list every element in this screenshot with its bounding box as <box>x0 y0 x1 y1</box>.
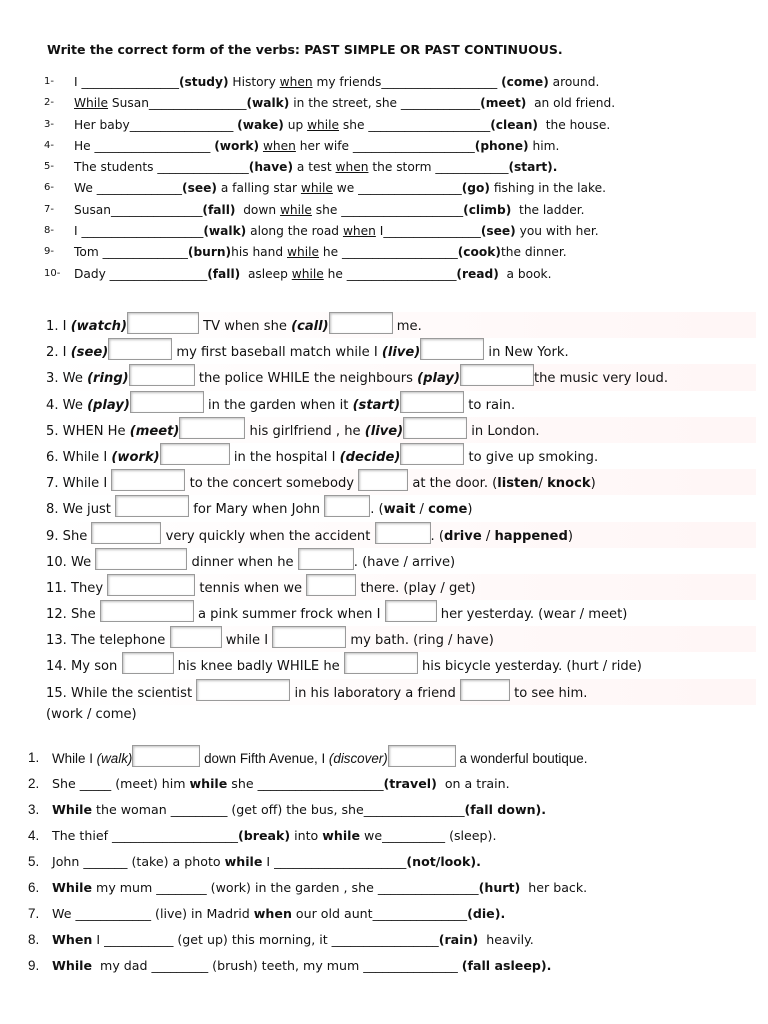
sentence-text: there. (play / get) <box>356 580 476 596</box>
item-text <box>74 200 585 221</box>
item-text <box>74 115 610 136</box>
item-number: 1- <box>44 76 54 87</box>
answer-box[interactable] <box>388 745 456 767</box>
verb-hint: (start) <box>352 397 401 413</box>
verb-hint: come <box>428 502 468 518</box>
item-number: 3- <box>44 118 54 130</box>
item-number: 2. <box>28 776 40 791</box>
sentence-text: While I <box>52 751 97 766</box>
verb-hint: (see) <box>70 345 109 361</box>
sentence-text: a book. <box>498 266 552 281</box>
exercise-3-item <box>28 901 758 927</box>
item-text <box>52 875 587 901</box>
sentence-text: on a train. <box>436 776 510 791</box>
answer-box[interactable] <box>324 495 370 517</box>
sentence-text: he ___________________ <box>318 245 458 260</box>
verb-hint: when <box>253 906 292 921</box>
answer-box[interactable] <box>420 338 484 360</box>
verb-hint: (read) <box>456 266 499 281</box>
answer-box[interactable] <box>400 391 464 413</box>
verb-hint: (fall down). <box>464 802 547 817</box>
item-text <box>52 849 481 875</box>
exercise-3-item <box>28 797 758 823</box>
exercise-3-item <box>28 771 758 797</box>
verb-hint: (decide) <box>339 449 401 465</box>
keyword: when <box>335 160 369 175</box>
verb-hint: (walk) <box>203 224 247 239</box>
sentence-text: a wonderful boutique. <box>455 751 588 766</box>
sentence-text: my friends___________________ <box>312 75 502 89</box>
item-number: 10- <box>44 267 61 279</box>
answer-box[interactable] <box>129 364 195 386</box>
sentence-text: in New York. <box>484 345 569 361</box>
verb-hint: knock <box>547 476 591 492</box>
sentence-text: to see him. <box>509 685 588 701</box>
sentence-text: Tom ______________ <box>74 245 188 260</box>
sentence-text: the house. <box>537 117 611 132</box>
sentence-text: TV when she <box>198 319 292 334</box>
sentence-text: 3. We <box>46 371 88 387</box>
exercise-2-item <box>46 548 756 574</box>
answer-box[interactable] <box>272 626 346 648</box>
verb-hint: while <box>322 828 361 843</box>
sentence-text: ) <box>567 528 573 544</box>
sentence-text: him. <box>528 138 560 153</box>
exercise-2-item <box>46 469 756 495</box>
verb-hint: (play) <box>87 397 130 413</box>
exercise-2-item <box>46 364 756 390</box>
sentence-text: John _______ (take) a photo <box>52 854 225 869</box>
item-text <box>52 797 546 823</box>
item-number: 4. <box>28 828 40 843</box>
verb-hint: (fall asleep). <box>461 958 552 973</box>
sentence-text: he __________________ <box>323 266 457 281</box>
sentence-text: . ( <box>430 528 444 544</box>
exercise-1-item <box>44 221 744 242</box>
sentence-text: at the door. ( <box>408 476 498 492</box>
sentence-text: the police WHILE the neighbours <box>194 371 418 387</box>
answer-box[interactable] <box>403 417 467 439</box>
sentence-text: my first baseball match while I <box>172 345 382 361</box>
answer-box[interactable] <box>179 417 245 439</box>
exercise-2-list <box>46 312 756 727</box>
item-text <box>52 745 587 771</box>
verb-hint: (fall) <box>202 202 236 217</box>
item-15-continuation: (work / come) <box>46 706 137 722</box>
sentence-text: I ___________ (get up) this morning, it _________________ <box>92 932 439 947</box>
answer-box[interactable] <box>196 679 290 701</box>
verb-hint: (rain) <box>438 932 479 947</box>
sentence-text: in the street, she _____________ <box>289 96 481 111</box>
sentence-text: his bicycle yesterday. (hurt / ride) <box>417 659 642 675</box>
exercise-1-item <box>44 115 744 136</box>
item-text <box>52 953 551 979</box>
sentence-text: for Mary when John <box>189 502 325 518</box>
verb-hint: (see) <box>182 181 217 196</box>
exercise-1-item <box>44 242 744 263</box>
keyword: while <box>291 266 324 281</box>
exercise-3-item <box>28 927 758 953</box>
sentence-text: in London. <box>467 423 540 439</box>
item-number: 9- <box>44 246 54 258</box>
exercise-1-item <box>44 200 744 221</box>
item-number: 9. <box>28 958 40 973</box>
sentence-text: into <box>290 828 323 843</box>
sentence-text: heavily. <box>478 932 534 947</box>
item-number: 8- <box>44 225 54 237</box>
exercise-3-item <box>28 823 758 849</box>
keyword: while <box>279 202 312 217</box>
sentence-text: 6. While I <box>46 449 112 465</box>
sentence-text: 15. While the scientist <box>46 685 197 701</box>
answer-box[interactable] <box>107 574 195 596</box>
exercise-3-list <box>28 745 758 979</box>
exercise-1-item <box>44 72 744 93</box>
verb-hint: while <box>224 854 263 869</box>
item-number: 6- <box>44 182 54 194</box>
sentence-text: a pink summer frock when I <box>193 607 385 623</box>
item-text <box>52 901 505 927</box>
exercise-1-item <box>44 157 744 178</box>
sentence-text: an old friend. <box>526 96 616 111</box>
sentence-text: we__________ (sleep). <box>360 828 497 843</box>
exercise-2-item <box>46 312 756 338</box>
sentence-text: while I <box>221 633 273 649</box>
verb-hint: (fall) <box>207 266 241 281</box>
sentence-text: 13. The telephone <box>46 633 170 649</box>
exercise-1-item <box>44 264 744 285</box>
verb-hint: (meet) <box>129 423 180 439</box>
item-number: 3. <box>28 802 40 817</box>
sentence-text: the dinner. <box>500 245 567 260</box>
verb-hint: drive <box>443 528 482 544</box>
item-number: 5- <box>44 161 54 173</box>
sentence-text: ) <box>590 476 596 492</box>
sentence-text: 7. While I <box>46 476 112 492</box>
sentence-text: We ______________ <box>74 181 183 196</box>
sentence-text: a test <box>293 160 336 175</box>
sentence-text: the storm ____________ <box>368 160 509 175</box>
verb-hint: (clean) <box>490 117 538 132</box>
item-text <box>52 771 510 797</box>
item-number: 6. <box>28 880 40 895</box>
sentence-text: my mum ________ (work) in the garden , she ________________ <box>92 880 479 895</box>
exercise-3-item <box>28 953 758 979</box>
sentence-text: / <box>538 476 548 492</box>
sentence-text: 5. WHEN He <box>46 423 130 439</box>
sentence-text: fishing in the lake. <box>489 181 607 196</box>
item-number: 1. <box>28 750 40 765</box>
sentence-text: 9. She <box>46 528 92 544</box>
answer-box[interactable] <box>108 338 172 360</box>
keyword: while <box>307 117 340 132</box>
exercise-2-item <box>46 338 756 364</box>
verb-hint: (break) <box>237 828 291 843</box>
sentence-text: 11. They <box>46 580 108 596</box>
exercise-3-item <box>28 875 758 901</box>
verb-hint: (meet) <box>480 96 527 111</box>
verb-hint: (hurt) <box>478 880 521 895</box>
verb-hint: (have) <box>248 160 294 175</box>
answer-box[interactable] <box>400 443 464 465</box>
item-number: 7. <box>28 906 40 921</box>
item-text <box>74 72 599 93</box>
item-text <box>74 157 557 178</box>
answer-box[interactable] <box>358 469 408 491</box>
verb-hint: While <box>52 880 93 895</box>
answer-box[interactable] <box>91 522 161 544</box>
sentence-text: up <box>283 117 308 132</box>
answer-box[interactable] <box>95 548 187 570</box>
sentence-text: the woman _________ (get off) the bus, she________________ <box>92 802 465 817</box>
verb-hint: (ring) <box>87 371 129 387</box>
sentence-text: She _____ (meet) him <box>52 776 190 791</box>
verb-hint: (live) <box>364 423 404 439</box>
exercise-3-item <box>28 849 758 875</box>
verb-hint: (play) <box>417 371 460 387</box>
keyword: when <box>342 224 376 239</box>
verb-hint: (walk) <box>246 96 290 111</box>
sentence-text: I ________________ <box>74 75 179 89</box>
sentence-text: a falling star <box>216 181 301 196</box>
verb-hint: (study) <box>178 75 229 89</box>
answer-box[interactable] <box>306 574 356 596</box>
sentence-text: she ____________________ <box>339 117 491 132</box>
sentence-text: The thief ____________________ <box>52 828 238 843</box>
verb-hint: (call) <box>291 319 329 334</box>
sentence-text: his hand <box>231 245 287 260</box>
sentence-text: in his laboratory a friend <box>290 685 460 701</box>
sentence-text: the ladder. <box>511 202 585 217</box>
sentence-text: The students _______________ <box>74 160 249 175</box>
answer-box[interactable] <box>344 652 418 674</box>
verb-hint: wait <box>383 502 416 518</box>
exercise-2-item <box>46 574 756 600</box>
item-number: 7- <box>44 203 54 215</box>
verb-hint: (work) <box>111 449 160 465</box>
verb-hint: (walk) <box>96 751 133 766</box>
answer-box[interactable] <box>460 364 534 386</box>
sentence-text: her back. <box>520 880 588 895</box>
verb-hint: (see) <box>480 224 516 239</box>
answer-box[interactable] <box>115 495 189 517</box>
verb-hint: happened <box>494 528 568 544</box>
verb-hint: (live) <box>381 345 421 361</box>
sentence-text: around. <box>548 75 600 89</box>
exercise-3-item <box>28 745 758 771</box>
exercise-2-item <box>46 600 756 626</box>
sentence-text: in the hospital I <box>229 449 340 465</box>
keyword: While <box>74 96 109 111</box>
answer-box[interactable] <box>460 679 510 701</box>
sentence-text: I _____________________ <box>262 854 407 869</box>
sentence-text: down Fifth Avenue, I <box>200 751 329 766</box>
sentence-text: down <box>235 202 280 217</box>
answer-box[interactable] <box>385 600 437 622</box>
keyword: when <box>279 75 313 89</box>
sentence-text: Susan_______________ <box>74 202 203 217</box>
verb-hint: (phone) <box>474 138 529 153</box>
answer-box[interactable] <box>130 391 204 413</box>
sentence-text: Susan________________ <box>108 96 247 111</box>
sentence-text: 14. My son <box>46 659 122 675</box>
verb-hint: (start). <box>508 160 558 175</box>
keyword: while <box>300 181 333 196</box>
verb-hint: (travel) <box>383 776 437 791</box>
exercise-2-item <box>46 391 756 417</box>
sentence-text: Her baby_________________ <box>74 117 238 132</box>
sentence-text: my dad _________ (brush) teeth, my mum _______________ <box>92 958 462 973</box>
answer-box[interactable] <box>127 312 199 334</box>
sentence-text: his girlfriend , he <box>245 423 365 439</box>
verb-hint: While <box>52 958 93 973</box>
verb-hint: (burn) <box>187 245 232 260</box>
sentence-text: dinner when he <box>187 554 298 570</box>
sentence-text: the music very loud. <box>533 371 668 387</box>
exercise-2-item <box>46 522 756 548</box>
sentence-text: 2. I <box>46 345 71 361</box>
item-text <box>74 221 599 242</box>
sentence-text: Dady ________________ <box>74 266 208 281</box>
verb-hint: (discover) <box>328 751 388 766</box>
verb-hint: (cook) <box>457 245 501 260</box>
verb-hint: (die). <box>467 906 506 921</box>
exercise-1-item <box>44 93 744 114</box>
answer-box[interactable] <box>132 745 200 767</box>
worksheet-title: Write the correct form of the verbs: PAST SIMPLE OR PAST CONTINUOUS. <box>47 42 563 57</box>
sentence-text: very quickly when the accident <box>161 528 375 544</box>
sentence-text: I________________ <box>375 224 481 239</box>
sentence-text: along the road <box>246 224 343 239</box>
exercise-2-item <box>46 443 756 469</box>
sentence-text: to the concert somebody <box>185 476 359 492</box>
sentence-text: / <box>415 502 429 518</box>
sentence-text: 12. She <box>46 607 100 623</box>
sentence-text: our old aunt_______________ <box>291 906 468 921</box>
sentence-text: she ____________________ <box>311 202 464 217</box>
sentence-text: to give up smoking. <box>464 449 599 465</box>
item-number: 5. <box>28 854 40 869</box>
item-text <box>74 264 551 285</box>
sentence-text: 4. We <box>46 397 88 413</box>
sentence-text: her yesterday. (wear / meet) <box>436 607 628 623</box>
exercise-1-item <box>44 178 744 199</box>
verb-hint: (climb) <box>463 202 512 217</box>
sentence-text: He ___________________ <box>74 138 215 153</box>
verb-hint: (watch) <box>70 319 127 334</box>
sentence-text: / <box>481 528 495 544</box>
sentence-text: in the garden when it <box>203 397 353 413</box>
verb-hint: while <box>189 776 228 791</box>
item-number: 2- <box>44 97 54 109</box>
sentence-text: my bath. (ring / have) <box>346 633 494 649</box>
verb-hint: While <box>52 802 93 817</box>
verb-hint: (wake) <box>237 117 284 132</box>
item-text <box>74 93 615 114</box>
sentence-text: . (have / arrive) <box>353 554 456 570</box>
answer-box[interactable] <box>100 600 194 622</box>
sentence-text: her wife ____________________ <box>295 138 475 153</box>
item-text <box>52 823 496 849</box>
answer-box[interactable] <box>329 312 393 334</box>
item-text <box>74 178 606 199</box>
item-text <box>52 927 534 953</box>
exercise-2-item <box>46 626 756 652</box>
answer-box[interactable] <box>111 469 185 491</box>
keyword: when <box>262 138 296 153</box>
exercise-1-list <box>44 72 744 285</box>
sentence-text: 1. I <box>46 319 71 334</box>
sentence-text: we _________________ <box>332 181 462 196</box>
item-text <box>74 242 567 263</box>
sentence-text: his knee badly WHILE he <box>173 659 344 675</box>
item-text <box>74 136 559 157</box>
sentence-text: to rain. <box>464 397 516 413</box>
sentence-text: me. <box>392 319 422 334</box>
keyword: while <box>287 245 319 260</box>
verb-hint: When <box>52 932 93 947</box>
sentence-text: 8. We just <box>46 502 116 518</box>
sentence-text: tennis when we <box>195 580 307 596</box>
verb-hint: (go) <box>461 181 490 196</box>
answer-box[interactable] <box>122 652 174 674</box>
sentence-text: ) <box>467 502 473 518</box>
answer-box[interactable] <box>375 522 431 544</box>
exercise-2-item <box>46 679 756 705</box>
item-number: 4- <box>44 139 54 151</box>
exercise-2-item <box>46 652 756 678</box>
verb-hint: (work) <box>214 138 260 153</box>
sentence-text: History <box>228 75 280 89</box>
exercise-1-item <box>44 136 744 157</box>
answer-box[interactable] <box>160 443 230 465</box>
sentence-text: I ____________________ <box>74 224 204 239</box>
answer-box[interactable] <box>170 626 222 648</box>
verb-hint: listen <box>497 476 539 492</box>
answer-box[interactable] <box>298 548 354 570</box>
verb-hint: (come) <box>501 75 549 89</box>
verb-hint: (not/look). <box>406 854 481 869</box>
exercise-2-item <box>46 417 756 443</box>
exercise-2-item <box>46 495 756 521</box>
sentence-text: asleep <box>240 266 292 281</box>
sentence-text: We ____________ (live) in Madrid <box>52 906 254 921</box>
sentence-text: . ( <box>370 502 384 518</box>
sentence-text: you with her. <box>515 224 599 239</box>
item-number: 8. <box>28 932 40 947</box>
sentence-text: she ____________________ <box>227 776 384 791</box>
sentence-text: 10. We <box>46 554 96 570</box>
